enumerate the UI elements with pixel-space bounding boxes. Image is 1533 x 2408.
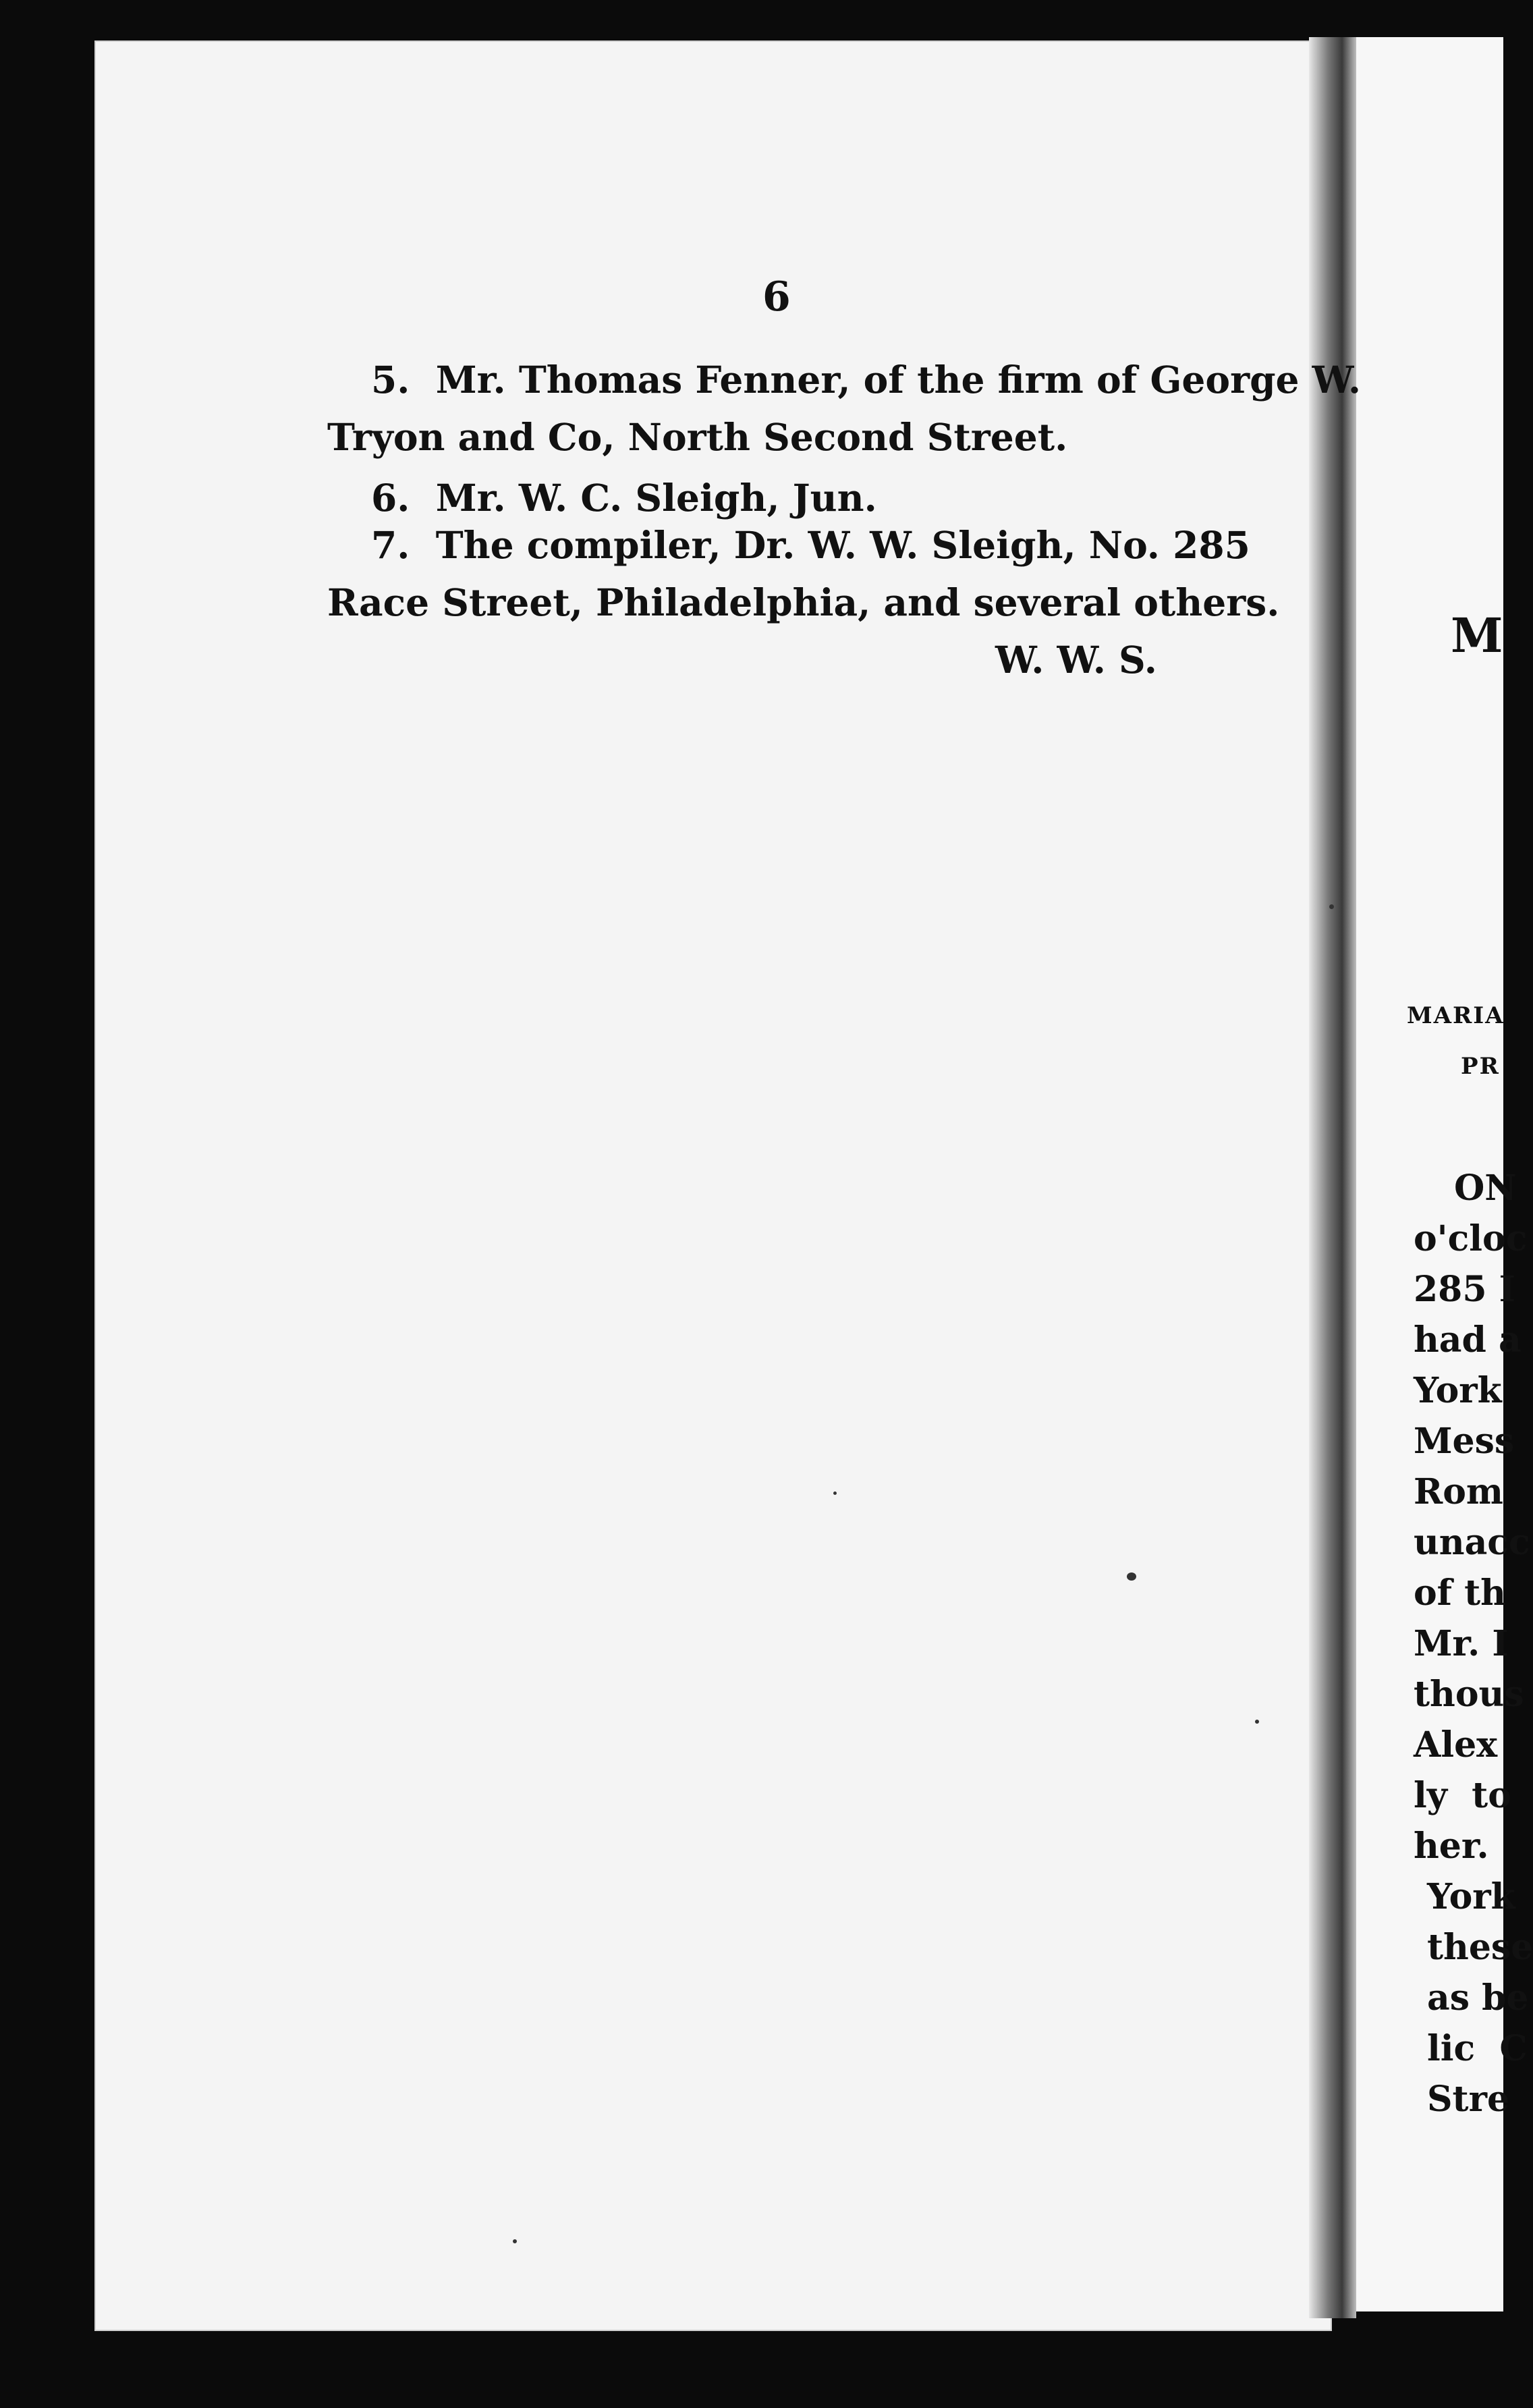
right-page-fragment: PR bbox=[1461, 1053, 1500, 1080]
ink-speck bbox=[1255, 1720, 1259, 1724]
ink-speck bbox=[1127, 1572, 1136, 1581]
text-line: 6. Mr. W. C. Sleigh, Jun. bbox=[371, 476, 877, 520]
right-page-fragment: Stre bbox=[1427, 2079, 1510, 2120]
page-number: 6 bbox=[762, 273, 791, 321]
right-page-fragment: of th bbox=[1414, 1572, 1506, 1614]
right-page-fragment: Alex bbox=[1414, 1724, 1498, 1766]
right-page-fragment: her. bbox=[1414, 1826, 1489, 1867]
right-page-fragment: lic C bbox=[1427, 2028, 1528, 2069]
text-line: 5. Mr. Thomas Fenner, of the firm of George W. bbox=[371, 358, 1362, 402]
right-page-fragment: had a bbox=[1414, 1319, 1522, 1361]
right-page-fragment: these bbox=[1427, 1927, 1533, 1968]
right-page-fragment: York bbox=[1427, 1876, 1515, 1917]
right-page-fragment: 285 I bbox=[1414, 1269, 1515, 1310]
right-page-fragment: thous bbox=[1414, 1674, 1524, 1715]
ink-speck bbox=[833, 1492, 837, 1495]
right-page-fragment: ly to bbox=[1414, 1775, 1511, 1816]
text-line: Tryon and Co, North Second Street. bbox=[327, 415, 1068, 459]
right-page-fragment: Mess bbox=[1414, 1421, 1515, 1462]
right-page-fragment: o'cloc bbox=[1414, 1218, 1528, 1259]
right-page-fragment: unacc bbox=[1414, 1522, 1530, 1563]
right-page-fragment: Mr. I bbox=[1414, 1623, 1509, 1664]
ink-speck bbox=[1329, 904, 1334, 909]
right-page-fragment: Rom bbox=[1414, 1471, 1503, 1512]
right-page-fragment: as be bbox=[1427, 1977, 1529, 2019]
text-line: 7. The compiler, Dr. W. W. Sleigh, No. 285 bbox=[371, 523, 1250, 567]
right-page-fragment: ON bbox=[1454, 1168, 1517, 1209]
text-line: Race Street, Philadelphia, and several others. bbox=[327, 580, 1280, 624]
right-page-fragment: York bbox=[1414, 1370, 1502, 1411]
right-page-fragment: MARIA bbox=[1407, 1002, 1505, 1029]
right-page-fragment: M bbox=[1451, 607, 1503, 663]
signature-initials: W. W. S. bbox=[995, 638, 1157, 682]
ink-speck bbox=[513, 2239, 517, 2243]
